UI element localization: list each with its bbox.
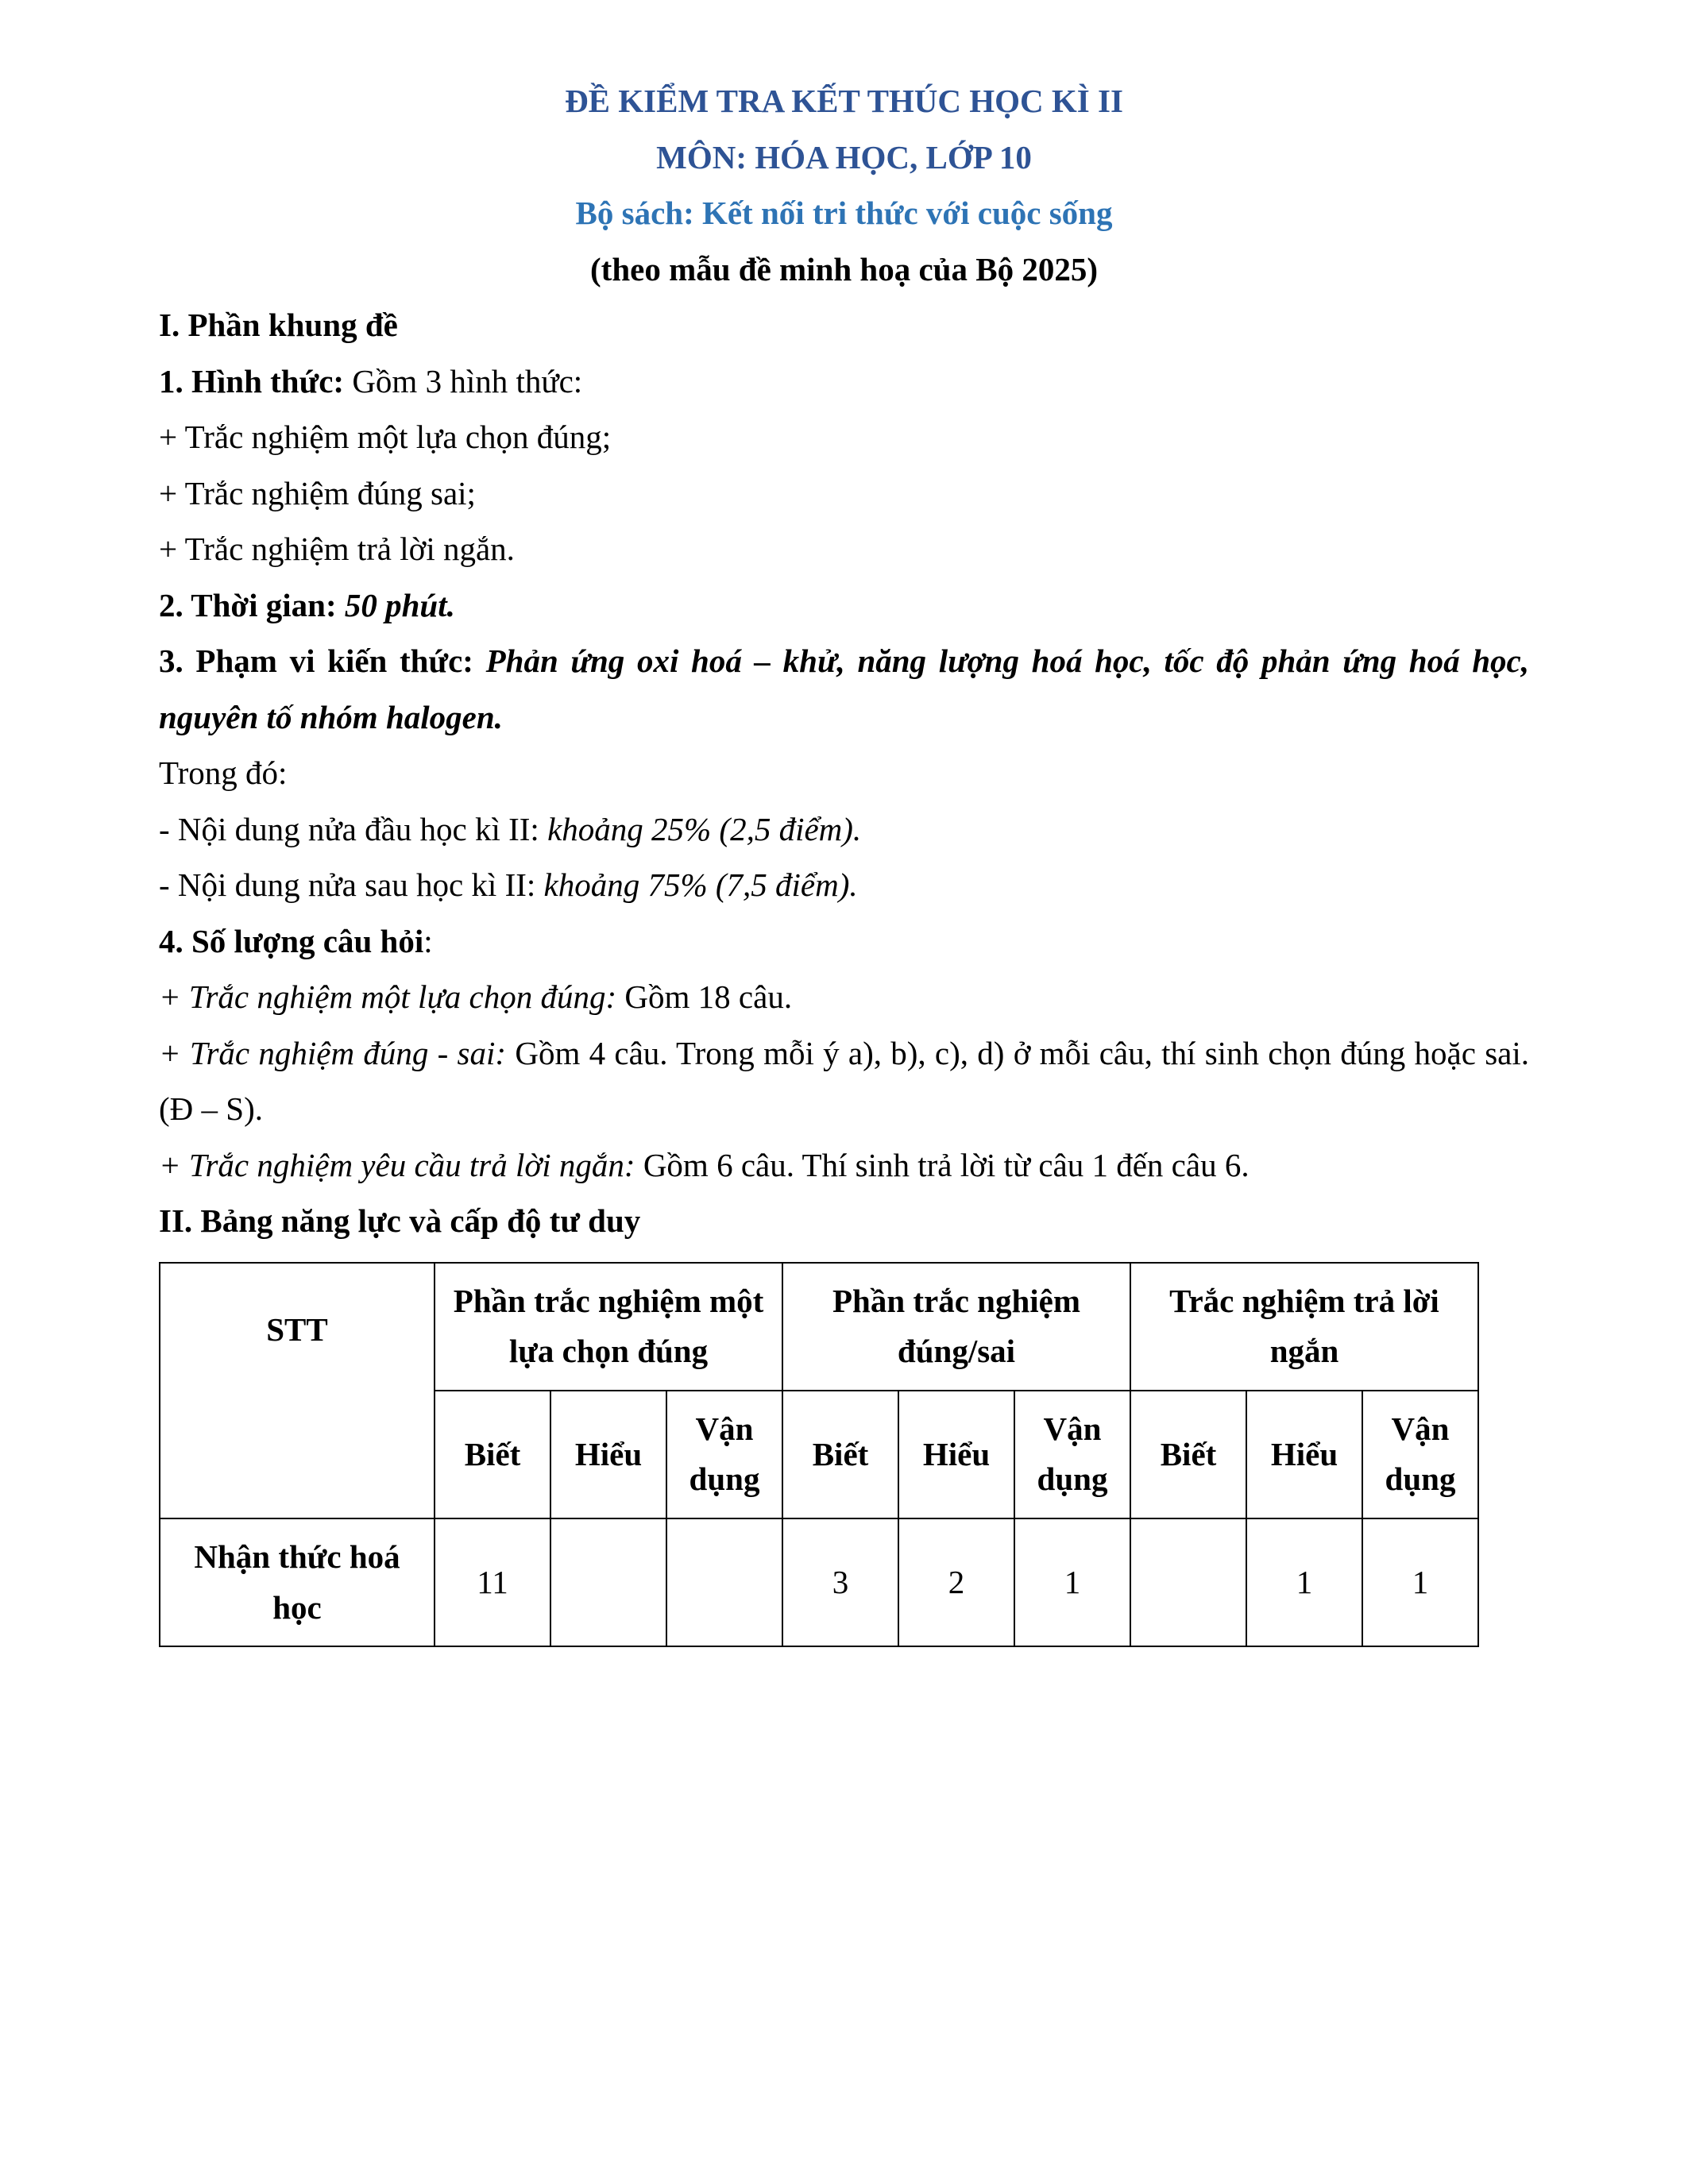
item-4-label: 4. Số lượng câu hỏi — [159, 922, 424, 959]
dash-2-text: khoảng 75% (7,5 điểm). — [535, 866, 858, 904]
table-header-group-mcq: Phần trắc nghiệm một lựa chọn đúng — [435, 1263, 782, 1391]
table-header-level: Hiểu — [550, 1391, 666, 1518]
doc-title-line3: Bộ sách: Kết nối tri thức với cuộc sống — [575, 195, 1113, 232]
item-2-text: 50 phút. — [336, 586, 455, 623]
bullet-mcq: + Trắc nghiệm một lựa chọn đúng; — [159, 419, 612, 456]
count-mcq-text: Gồm 18 câu. — [616, 978, 793, 1016]
count-truefalse-label: + Trắc nghiệm đúng - sai: — [159, 1034, 507, 1071]
table-header-level: Hiểu — [1246, 1391, 1362, 1518]
table-cell: 11 — [435, 1518, 550, 1646]
item-1-text: Gồm 3 hình thức: — [344, 362, 583, 399]
doc-title-line1: ĐỀ KIỂM TRA KẾT THÚC HỌC KÌ II — [565, 83, 1123, 119]
count-mcq — [159, 969, 1529, 1025]
count-shortanswer-text: Gồm 6 câu. Thí sinh trả lời từ câu 1 đến câu 6. — [635, 1146, 1250, 1183]
doc-title-line4: (theo mẫu đề minh hoạ của Bộ 2025) — [590, 250, 1098, 287]
content-second-half — [159, 857, 1529, 913]
table-header-level: Biết — [435, 1391, 550, 1518]
table-header-group-shortanswer: Trắc nghiệm trả lời ngắn — [1130, 1263, 1478, 1391]
dash-1-text: khoảng 25% (2,5 điểm). — [539, 810, 862, 847]
table-cell: 1 — [1362, 1518, 1478, 1646]
item-4-question-count — [159, 913, 1529, 970]
table-cell: 3 — [782, 1518, 898, 1646]
table-row-label: Nhận thức hoá học — [160, 1518, 435, 1646]
table-header-row-groups — [160, 1263, 1478, 1391]
item-3-label: 3. Phạm vi kiến thức: — [159, 642, 473, 680]
table-cell — [666, 1518, 782, 1646]
doc-title-line2: MÔN: HÓA HỌC, LỚP 10 — [656, 138, 1032, 176]
table-cell: 2 — [898, 1518, 1014, 1646]
table-cell: 1 — [1014, 1518, 1130, 1646]
section-2-heading: II. Bảng năng lực và cấp độ tư duy — [159, 1202, 641, 1240]
content-first-half — [159, 801, 1529, 858]
table-header-level: Vận dụng — [1362, 1391, 1478, 1518]
dash-1-label: - Nội dung nửa đầu học kì II: — [159, 810, 539, 847]
bullet-truefalse: + Trắc nghiệm đúng sai; — [159, 474, 476, 511]
section-1-heading: I. Phần khung đề — [159, 307, 398, 344]
table-row — [160, 1518, 1478, 1646]
count-shortanswer-label: + Trắc nghiệm yêu cầu trả lời ngắn: — [159, 1146, 635, 1183]
item-4-colon: : — [423, 922, 433, 959]
item-1-format — [159, 353, 1529, 410]
table-cell — [1130, 1518, 1246, 1646]
count-shortanswer — [159, 1137, 1529, 1194]
bullet-shortanswer: + Trắc nghiệm trả lời ngắn. — [159, 531, 515, 568]
item-1-label: 1. Hình thức: — [159, 362, 345, 399]
count-truefalse — [159, 1025, 1529, 1137]
table-header-level: Vận dụng — [666, 1391, 782, 1518]
item-2-label: 2. Thời gian: — [159, 586, 337, 623]
table-cell — [550, 1518, 666, 1646]
trong-do-line: Trong đó: — [159, 754, 288, 792]
item-2-time — [159, 577, 1529, 634]
table-cell: 1 — [1246, 1518, 1362, 1646]
count-mcq-label: + Trắc nghiệm một lựa chọn đúng: — [159, 978, 617, 1016]
table-header-level: Vận dụng — [1014, 1391, 1130, 1518]
item-3-scope — [159, 633, 1529, 745]
table-header-group-truefalse: Phần trắc nghiệm đúng/sai — [782, 1263, 1130, 1391]
table-header-stt: STT — [160, 1263, 435, 1518]
table-header-level: Biết — [1130, 1391, 1246, 1518]
table-header-level: Hiểu — [898, 1391, 1014, 1518]
count-truefalse-text: Gồm 4 câu. Trong mỗi ý a), b), c), d) ở mỗi câu, thí sinh chọn đúng hoặc sai. (Đ – S). — [159, 1034, 1529, 1128]
dash-2-label: - Nội dung nửa sau học kì II: — [159, 866, 536, 904]
competency-table — [159, 1262, 1479, 1647]
item-3-text: Phản ứng oxi hoá – khử, năng lượng hoá học, tốc độ phản ứng hoá học, nguyên tố nhóm halogen. — [159, 642, 1530, 735]
table-header-level: Biết — [782, 1391, 898, 1518]
